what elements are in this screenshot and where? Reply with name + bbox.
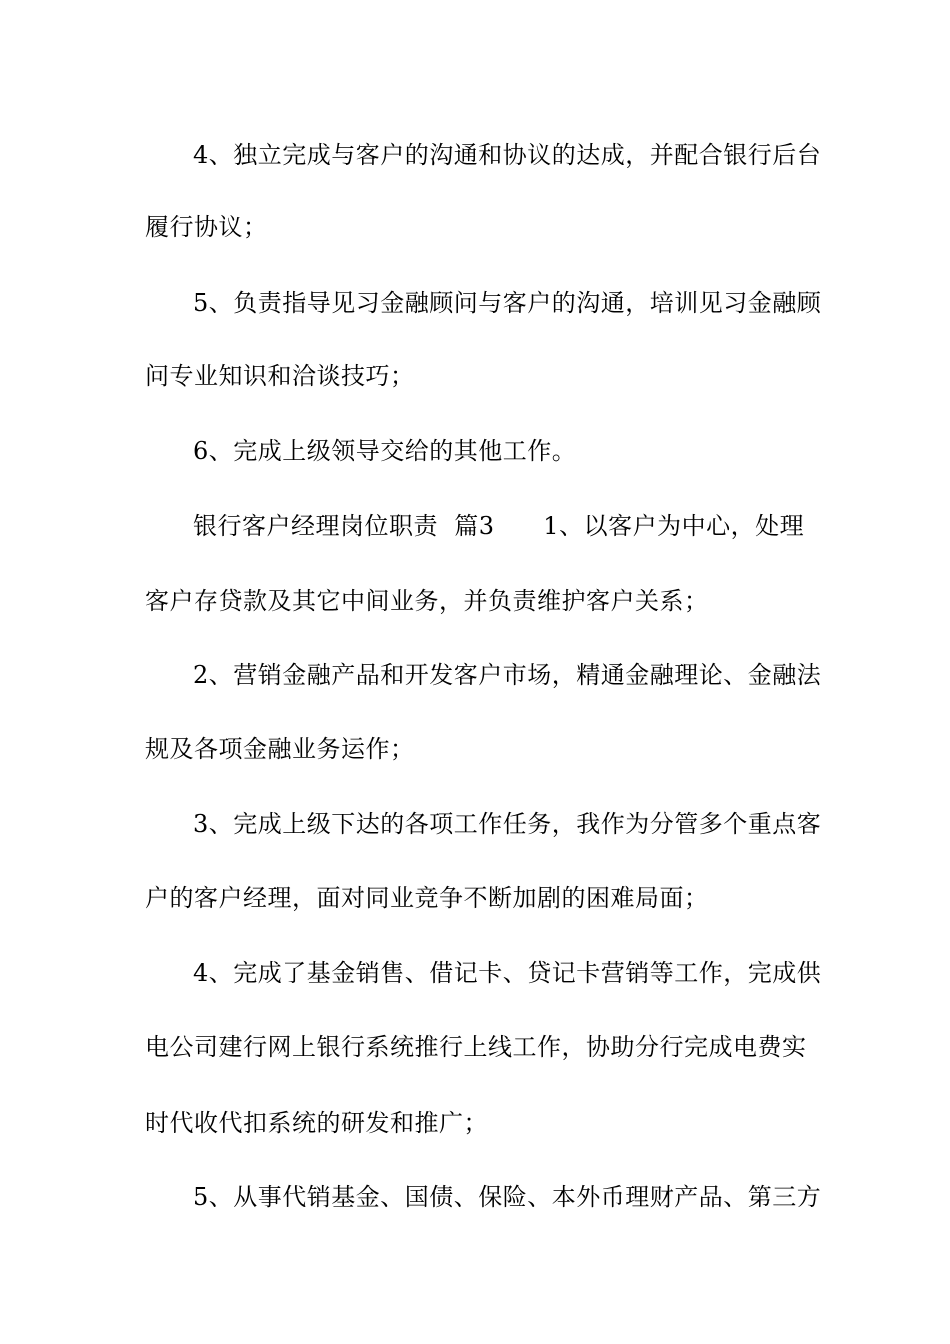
- text-line: 问专业知识和洽谈技巧；: [145, 362, 415, 390]
- text-line: 5、负责指导见习金融顾问与客户的沟通，培训见习金融顾: [193, 289, 822, 317]
- text-line: 规及各项金融业务运作；: [145, 735, 415, 763]
- text-line: 5、从事代销基金、国债、保险、本外币理财产品、第三方: [193, 1183, 822, 1211]
- section-heading-line: 银行客户经理岗位职责 篇3 1、以客户为中心，处理: [193, 512, 805, 540]
- text-line: 2、营销金融产品和开发客户市场，精通金融理论、金融法: [193, 661, 822, 689]
- text-line: 客户存贷款及其它中间业务，并负责维护客户关系；: [145, 587, 709, 615]
- text-line: 3、完成上级下达的各项工作任务，我作为分管多个重点客: [193, 810, 822, 838]
- text-line: 时代收代扣系统的研发和推广；: [145, 1109, 488, 1137]
- text-line: 电公司建行网上银行系统推行上线工作，协助分行完成电费实: [145, 1033, 807, 1061]
- text-line: 6、完成上级领导交给的其他工作。: [193, 437, 577, 465]
- text-line: 户的客户经理，面对同业竞争不断加剧的困难局面；: [145, 884, 709, 912]
- text-line: 4、独立完成与客户的沟通和协议的达成，并配合银行后台: [193, 141, 822, 169]
- text-line: 履行协议；: [145, 213, 268, 241]
- text-line: 4、完成了基金销售、借记卡、贷记卡营销等工作，完成供: [193, 959, 822, 987]
